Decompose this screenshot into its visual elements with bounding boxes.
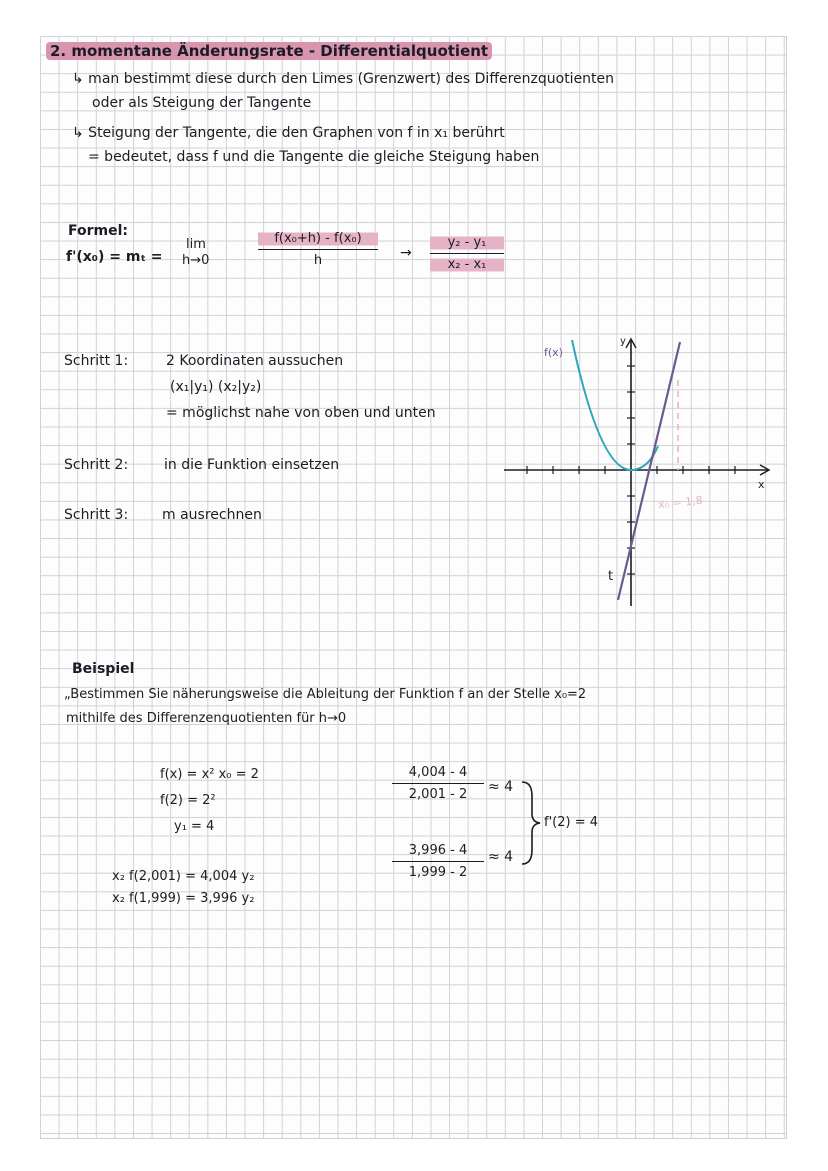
step-3-label: Schritt 3:	[64, 507, 129, 523]
difference-quotient	[258, 230, 378, 269]
x0-label: x₀ = 1,8	[657, 493, 704, 512]
slope-quotient	[430, 234, 504, 273]
f-label: f(x)	[544, 346, 563, 359]
y-label: y	[620, 336, 626, 347]
step-1-line-3: = möglichst nahe von oben und unten	[166, 405, 436, 421]
step-1-line-2: (x₁|y₁) (x₂|y₂)	[170, 379, 262, 395]
example-title: Beispiel	[72, 661, 135, 677]
fraction-bar	[392, 861, 484, 862]
quotient-b	[392, 842, 484, 881]
difference-quotient-denominator: h	[313, 253, 323, 268]
formula-lhs: f'(x₀) = mₜ =	[66, 249, 163, 265]
calc-line-1: f(x) = x² x₀ = 2	[160, 767, 259, 782]
step-1-line-1: 2 Koordinaten aussuchen	[166, 353, 344, 369]
bullet-limes-cont: oder als Steigung der Tangente	[92, 95, 312, 111]
calc-line-2: f(2) = 2²	[160, 793, 216, 808]
difference-quotient-numerator: f(x₀+h) - f(x₀)	[258, 230, 378, 247]
bullet-tangent-cont: = bedeutet, dass f und die Tangente die gleiche Steigung haben	[88, 149, 540, 165]
limit-symbol: lim	[186, 237, 206, 252]
fraction-bar	[258, 249, 378, 250]
limit-subscript: h→0	[182, 253, 210, 268]
quotient-a-approx: ≈ 4	[488, 779, 514, 795]
x2-row-2-y: y₂	[241, 891, 255, 906]
x2-row-1	[112, 868, 254, 886]
calc-line-3: y₁ = 4	[174, 819, 215, 834]
bullet-tangent: ↳ Steigung der Tangente, die den Graphen von f in x₁ berührt	[72, 125, 505, 141]
step-3-line-1: m ausrechnen	[162, 507, 262, 523]
quotient-b-numerator: 3,996 - 4	[408, 843, 468, 858]
x2-row-1-x: x₂	[112, 869, 125, 884]
bullet-limes: ↳ man bestimmt diese durch den Limes (Grenzwert) des Differenzquotienten	[72, 71, 615, 87]
formula-label: Formel:	[68, 223, 128, 239]
derivative-result: f'(2) = 4	[544, 815, 598, 830]
example-task-line-1: „Bestimmen Sie näherungsweise die Ableitung der Funktion f an der Stelle x₀=2	[64, 687, 587, 702]
x2-row-2-expr: f(1,999) = 3,996	[129, 891, 238, 906]
section-heading: 2. momentane Änderungsrate - Differentialquotient	[46, 42, 492, 60]
step-2-label: Schritt 2:	[64, 457, 129, 473]
fraction-bar	[430, 253, 504, 254]
quotient-b-approx: ≈ 4	[488, 849, 514, 865]
quotient-a	[392, 764, 484, 803]
step-1-label: Schritt 1:	[64, 353, 129, 369]
arrow-icon: →	[400, 245, 412, 261]
tangent-graph	[490, 328, 790, 618]
parabola-curve	[572, 340, 658, 470]
quotient-a-denominator: 2,001 - 2	[408, 787, 468, 802]
fraction-bar	[392, 783, 484, 784]
tangent-line	[618, 342, 680, 600]
x2-row-2-x: x₂	[112, 891, 125, 906]
step-2-line-1: in die Funktion einsetzen	[164, 457, 340, 473]
t-label: t	[608, 569, 614, 584]
x2-row-1-expr: f(2,001) = 4,004	[129, 869, 238, 884]
slope-quotient-numerator: y₂ - y₁	[430, 234, 504, 251]
quotient-a-numerator: 4,004 - 4	[408, 765, 468, 780]
x-label: x	[758, 478, 765, 491]
slope-quotient-denominator: x₂ - x₁	[430, 256, 504, 273]
x2-row-1-y: y₂	[241, 869, 255, 884]
x2-row-2	[112, 890, 254, 908]
quotient-b-denominator: 1,999 - 2	[408, 865, 468, 880]
example-task-line-2: mithilfe des Differenzenquotienten für h→0	[66, 711, 347, 726]
